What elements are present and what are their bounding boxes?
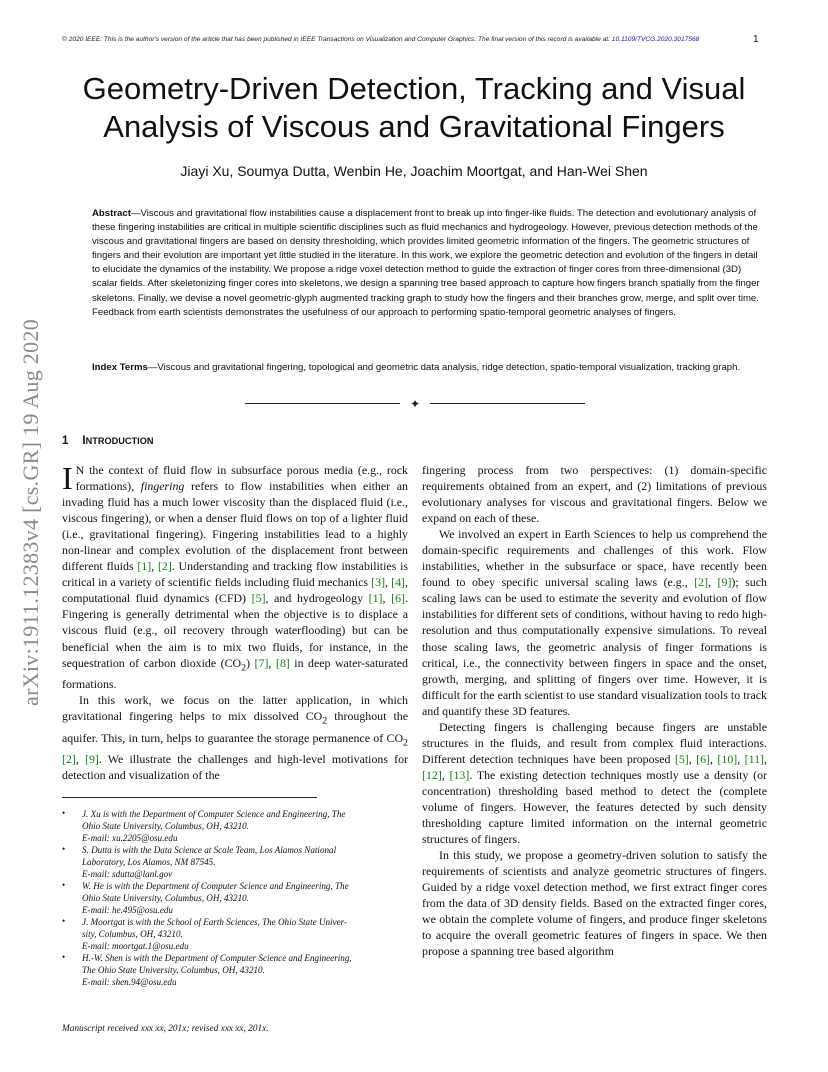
drop-cap: I (62, 460, 73, 496)
citation-link[interactable]: [9] (85, 751, 99, 766)
subscript: 2 (403, 736, 408, 748)
citation-link[interactable]: [10] (717, 751, 738, 766)
text-run: , (268, 655, 276, 670)
text-run: , and hydrogeology (265, 591, 369, 606)
paragraph (62, 462, 408, 692)
footnote-item (62, 916, 408, 952)
footnote-rule (62, 797, 317, 798)
citation-link[interactable]: [5] (674, 751, 689, 766)
text-run: . Understanding and tracking flow instabilities is critical in a variety of scientific fields including fluid mechanics (62, 559, 409, 590)
citation-link[interactable]: [2] (694, 575, 709, 590)
bullet-icon: • (62, 808, 66, 818)
footnote-line: Ohio State University, Columbus, OH, 43210. (82, 893, 249, 903)
bullet-icon: • (62, 916, 66, 926)
citation-link[interactable]: [1] (137, 559, 152, 574)
citation-link[interactable]: [9] (717, 575, 732, 590)
footnote-email: E-mail: sdutta@lanl.gov (82, 869, 173, 879)
footnote-line: J. Xu is with the Department of Computer Science and Engineering, The (82, 809, 346, 819)
page-number: 1 (753, 34, 759, 45)
paragraph: In this study, we propose a geometry-driven solution to satisfy the requirements of scientists and analyze geometric structures of fingers. Guided by a ridge voxel detection method, we first extract finger cores from the data of 3D density fields. Based on the extracted finger cores, we obtain the complete volume of fingers, and produce finger skeletons to acquire the overall geometric features of fingers in space. We then propose a spanning tree based algorithm (422, 848, 767, 959)
citation-link[interactable]: [6] (391, 591, 406, 606)
section-heading (62, 435, 154, 447)
footnote-line: sity, Columbus, OH, 43210. (82, 929, 183, 939)
paragraph (62, 692, 408, 783)
text-run: , (710, 751, 718, 766)
section-title-initial: I (82, 435, 86, 447)
citation-link[interactable]: [11] (744, 751, 765, 766)
footnote-line: H.-W. Shen is with the Department of Computer Science and Engineering, (82, 953, 352, 963)
paragraph (422, 526, 767, 719)
paragraph: fingering process from two perspectives: (1) domain-specific requirements obtained from an expert, and (2) limitations of previous evolutionary analyses for viscous and gravitational fingers. Below we expand on each of these. (422, 463, 767, 526)
citation-link[interactable]: [7] (254, 655, 269, 670)
text-run: , (151, 559, 158, 574)
text-run: , (688, 751, 697, 766)
citation-link[interactable]: [8] (275, 655, 290, 670)
section-divider (245, 396, 585, 410)
footnote-email: E-mail: moortgat.1@osu.edu (82, 941, 189, 951)
authors: Jiayi Xu, Soumya Dutta, Wenbin He, Joachim Moortgat, and Han-Wei Shen (180, 163, 648, 179)
copyright-notice (62, 36, 742, 43)
section-number: 1 (62, 435, 69, 447)
arxiv-stamp: arXiv:1911.12383v4 [cs.GR] 19 Aug 2020 (18, 318, 43, 706)
bullet-icon: • (62, 880, 66, 890)
index-terms-text: —Viscous and gravitational fingering, topological and geometric data analysis, ridge detection, spatio-temporal visualization, tracking graph. (147, 362, 741, 373)
text-run: We involved an expert in Earth Sciences to help us comprehend the domain-specific requirements and challenges of this work. Flow instabilities, whether in the subsurface or space, have recently been found to obey specific universal scaling laws (e.g., (422, 527, 767, 590)
text-run: , (382, 591, 392, 606)
abstract (92, 207, 762, 320)
text-run: . Fingering is generally detrimental when the objective is to displace a viscous fluid (e.g., oil recovery through waterflooding) but can be beneficial when the aim is to mix two fluids, for instance, in the sequestration of carbon dioxide (CO (62, 591, 409, 670)
text-run: . We illustrate the challenges and high-level motivations for detection and visualization of the (62, 751, 408, 782)
footnote-email: E-mail: shen.94@osu.edu (82, 977, 177, 987)
index-terms (92, 361, 762, 375)
divider-line-left (245, 403, 400, 404)
text-run: refers to flow instabilities when either an invading fluid has a much lower viscosity than the displaced fluid (i.e., viscous fingering), or when a denser fluid flows on top of a lighter fluid (i.e., gravitational fingering). Fingering instabilities lead to a highly non-linear and complex evolution of the displacement front between different fluids (62, 479, 409, 574)
divider-diamond-icon: ✦ (409, 397, 421, 411)
footnote-item (62, 808, 408, 844)
paragraph (422, 719, 767, 847)
footnote-email: E-mail: xu.2205@osu.edu (82, 833, 178, 843)
index-terms-label: Index Terms (92, 362, 148, 373)
footnote-item (62, 844, 408, 880)
text-run: N the context of fluid flow in subsurface porous media (e.g., rock formations), (75, 463, 408, 494)
text-run: , computational fluid dynamics (CFD) (62, 575, 408, 606)
citation-link[interactable]: [13] (449, 767, 470, 782)
footnote-line: The Ohio State University, Columbus, OH, 43210. (82, 965, 265, 975)
bullet-icon: • (62, 952, 66, 962)
paper-title (40, 70, 788, 146)
citation-link[interactable]: [5] (251, 591, 266, 606)
abstract-text: —Viscous and gravitational flow instabilities cause a displacement front to break up into finger-like fluids. The detection and evolutionary analysis of these fingering instabilities are critical in multiple scientific disciplines such as fluid mechanics and hydrogeology. However, previous detection methods of the viscous and gravitational fingers are based on density thresholding, which provides limited geometric information of the fingers. The geometric structures of fingers and their evolution are important yet little studied in the literature. In this work, we explore the geometric detection and evolution of the fingers in detail to elucidate the dynamics of the instability. We propose a ridge voxel detection method to guide the extraction of finger cores from three-dimensional (3D) scalar fields. After skeletonizing finger cores into skeletons, we design a spanning tree based approach to capture how fingers branch spatially from the finger skeletons. Finally, we devise a novel geometric-glyph augmented tracking graph to study how the fingers and their branches grow, merge, and split over time. Feedback from earth scientists demonstrates the usefulness of our approach to performing spatio-temporal geometric analyses of fingers. (92, 208, 760, 318)
doi-link[interactable]: 10.1109/TVCG.2020.3017568 (611, 36, 700, 43)
text-run: , (385, 575, 392, 590)
title-line-1: Geometry-Driven Detection, Tracking and Visual (82, 71, 746, 106)
section-title-rest: NTRODUCTION (85, 436, 154, 446)
manuscript-note: Manuscript received xxx xx, 201x; revised xxx xx, 201x. (62, 1024, 269, 1034)
text-run: , (737, 751, 745, 766)
text-run: , (441, 767, 450, 782)
text-run: , (75, 751, 85, 766)
footnote-email: E-mail: he.495@osu.edu (82, 905, 173, 915)
subscript: 2 (241, 661, 247, 673)
footnote-line: Ohio State University, Columbus, OH, 43210. (82, 821, 249, 831)
footnote-line: W. He is with the Department of Computer Science and Engineering, The (82, 881, 349, 891)
footnote-line: Laboratory, Los Alamos, NM 87545. (82, 857, 216, 867)
text-run: throughout the aquifer. This, in turn, helps to guarantee the storage permanence of CO (62, 709, 408, 745)
footnote-line: J. Moortgat is with the School of Earth Sciences, The Ohio State Univer- (82, 917, 348, 927)
divider-line-right (430, 403, 585, 404)
citation-link[interactable]: [6] (696, 751, 711, 766)
text-run: . The existing detection techniques mostly use a density (or concentration) thresholding based method to detect the (complete volume of fingers. However, the features detected by such density thresholding capture limited information on the internal geometric structures of fingers. (422, 767, 767, 847)
citation-link[interactable]: [3] (371, 575, 386, 590)
citation-link[interactable]: [1] (368, 591, 383, 606)
emphasis: fingering (140, 479, 185, 494)
subscript: 2 (322, 715, 328, 727)
copyright-text: © 2020 IEEE. This is the author's version of the article that has been published in IEEE Transactions on Visualization and Computer Graphics. The final version of this record is available at: (62, 36, 610, 43)
left-column (62, 462, 408, 783)
abstract-label: Abstract (92, 208, 131, 219)
footnote-item (62, 952, 408, 988)
text-run: Detecting fingers is challenging because fingers are unstable structures in the fluids, and result from complex fluid interactions. Different detection techniques have been proposed (422, 719, 767, 766)
title-line-2: Analysis of Viscous and Gravitational Fingers (103, 109, 725, 144)
citation-link[interactable]: [2] (157, 559, 172, 574)
citation-link[interactable]: [4] (391, 575, 406, 590)
citation-link[interactable]: [12] (422, 767, 442, 782)
affiliation-footnotes (62, 808, 408, 988)
right-column (422, 462, 767, 959)
text-run: In this work, we focus on the latter application, in which gravitational fingering helps to mix dissolved CO (62, 693, 408, 724)
bullet-icon: • (62, 844, 66, 854)
text-run: ) (246, 655, 255, 670)
citation-link[interactable]: [2] (62, 751, 76, 766)
text-run: , (764, 751, 767, 766)
text-run: , (708, 575, 718, 590)
text-run: in deep water-saturated formations. (62, 655, 408, 691)
footnote-item (62, 880, 408, 916)
text-run: ); such scaling laws can be used to estimate the severity and evolution of flow instabilities for different sets of conditions, without having to redo high-resolution and thus computationally expensive simulations. To reveal those scaling laws, the geometric analysis of finger formations is critical, i.e., the connectivity between fingers in space and the onset, growth, merging, and splitting of fingers over time. However, it is difficult for the earth scientist to use standard visualization tools to track and quantify these 3D features. (422, 575, 767, 718)
footnote-line: S. Dutta is with the Data Science at Scale Team, Los Alamos National (82, 845, 337, 855)
